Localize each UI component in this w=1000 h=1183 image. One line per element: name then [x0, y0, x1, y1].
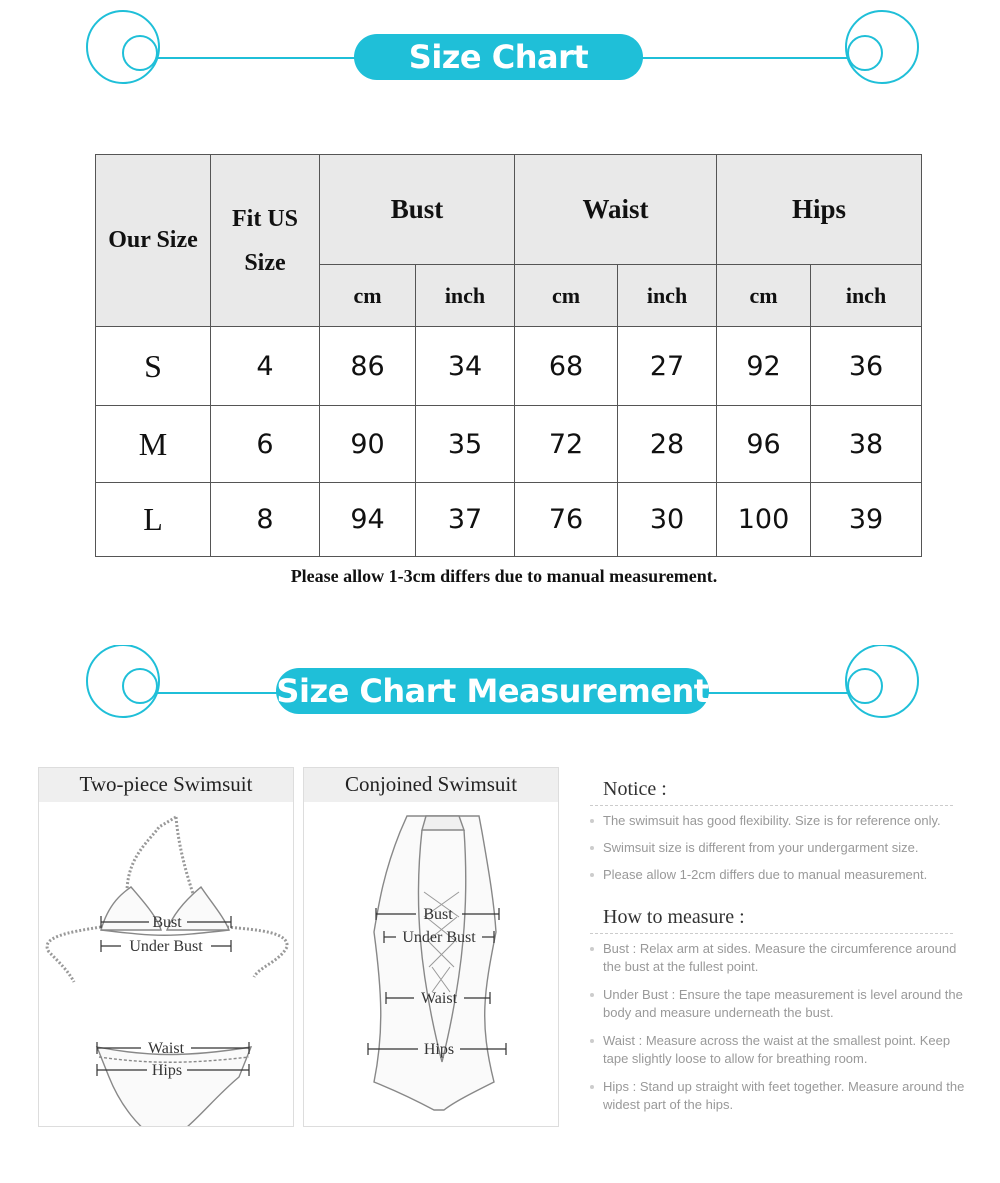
value-cell: 35: [416, 406, 515, 483]
under-bust-label: Under Bust: [129, 938, 203, 955]
hips-label: Hips: [151, 1062, 183, 1079]
header-bust: Bust: [320, 155, 515, 265]
value-cell: 94: [320, 483, 416, 557]
notice-title: Notice :: [590, 778, 953, 806]
value-cell: 37: [416, 483, 515, 557]
value-cell: 38: [811, 406, 922, 483]
unit-header: inch: [618, 265, 717, 327]
notice-item: Swimsuit size is different from your undergarment size.: [590, 839, 968, 857]
conjoined-title: Conjoined Swimsuit: [304, 768, 558, 802]
two-piece-title: Two-piece Swimsuit: [39, 768, 293, 802]
conjoined-swimsuit-illustration: [304, 802, 558, 1126]
measurement-note: Please allow 1-3cm differs due to manual measurement.: [290, 566, 718, 586]
two-piece-swimsuit-illustration: [39, 802, 293, 1126]
waist-label: Waist: [420, 990, 458, 1007]
value-cell: 34: [416, 327, 515, 406]
value-cell: 39: [811, 483, 922, 557]
unit-header: cm: [515, 265, 618, 327]
value-cell: 92: [717, 327, 811, 406]
value-cell: 86: [320, 327, 416, 406]
two-piece-panel: [38, 767, 294, 1127]
conjoined-panel: [303, 767, 559, 1127]
notice-item: The swimsuit has good flexibility. Size is for reference only.: [590, 812, 968, 830]
unit-header: cm: [717, 265, 811, 327]
value-cell: 76: [515, 483, 618, 557]
value-cell: 68: [515, 327, 618, 406]
table-row: [96, 483, 922, 557]
size-cell: L: [96, 483, 211, 557]
unit-header: inch: [811, 265, 922, 327]
under-bust-label: Under Bust: [402, 929, 476, 946]
table-row: [96, 406, 922, 483]
header-hips: Hips: [717, 155, 922, 265]
measurement-banner: [0, 645, 1000, 725]
value-cell: 30: [618, 483, 717, 557]
how-to-item: Hips : Stand up straight with feet together. Measure around the widest part of the hips.: [590, 1078, 968, 1114]
size-cell: S: [96, 327, 211, 406]
how-to-item: Waist : Measure across the waist at the smallest point. Keep tape slightly loose to allow for breathing room.: [590, 1032, 968, 1068]
value-cell: 100: [717, 483, 811, 557]
how-to-measure-section: [590, 906, 970, 1112]
size-chart-title: Size Chart: [354, 34, 643, 80]
size-table: [95, 154, 922, 557]
size-cell: M: [96, 406, 211, 483]
how-to-item: Under Bust : Ensure the tape measurement is level around the body and measure underneath the bust.: [590, 986, 968, 1022]
value-cell: 27: [618, 327, 717, 406]
header-waist: Waist: [515, 155, 717, 265]
value-cell: 90: [320, 406, 416, 483]
value-cell: 28: [618, 406, 717, 483]
us-size-cell: 4: [211, 327, 320, 406]
us-size-cell: 6: [211, 406, 320, 483]
bust-label: Bust: [152, 914, 182, 931]
table-row: [96, 327, 922, 406]
header-our-size: Our Size: [96, 155, 211, 327]
how-to-measure-title: How to measure :: [590, 906, 953, 934]
waist-label: Waist: [147, 1040, 185, 1057]
bust-label: Bust: [423, 906, 453, 923]
value-cell: 72: [515, 406, 618, 483]
unit-header: inch: [416, 265, 515, 327]
unit-header: cm: [320, 265, 416, 327]
header-fit-us-size: Fit US Size: [211, 155, 320, 327]
notice-section: [590, 778, 970, 882]
measurement-title: Size Chart Measurement: [276, 668, 709, 714]
notice-item: Please allow 1-2cm differs due to manual measurement.: [590, 866, 968, 884]
how-to-item: Bust : Relax arm at sides. Measure the circumference around the bust at the fullest point.: [590, 940, 968, 976]
size-chart-banner: [0, 10, 1000, 90]
us-size-cell: 8: [211, 483, 320, 557]
value-cell: 96: [717, 406, 811, 483]
value-cell: 36: [811, 327, 922, 406]
hips-label: Hips: [423, 1041, 455, 1058]
